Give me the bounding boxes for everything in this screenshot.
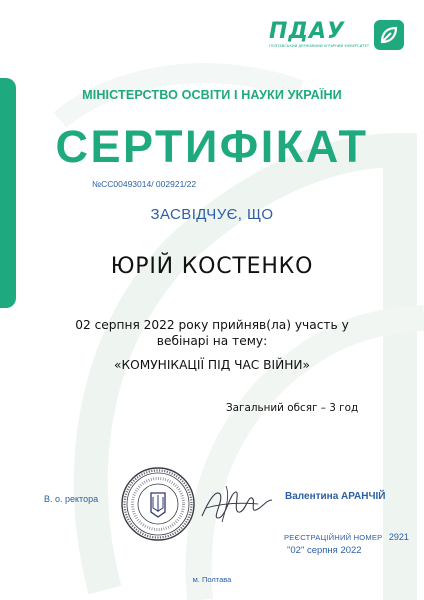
webinar-topic: «КОМУНІКАЦІЇ ПІД ЧАС ВІЙНИ» bbox=[114, 358, 310, 372]
logo-text bbox=[269, 20, 369, 48]
signer-name: Валентина АРАНЧІЙ bbox=[285, 491, 386, 502]
logo-subtitle: ПОЛТАВСЬКИЙ ДЕРЖАВНИЙ АГРАРНИЙ УНІВЕРСИТЕТ bbox=[269, 44, 370, 48]
signer-position: В. о. ректора bbox=[44, 494, 99, 504]
registration-number: 2921 bbox=[388, 532, 409, 542]
leaf-icon bbox=[374, 20, 404, 50]
issue-city: м. Полтава bbox=[192, 575, 232, 584]
handwritten-signature-icon bbox=[196, 478, 276, 528]
university-logo bbox=[269, 20, 404, 60]
certifies-line: ЗАСВІДЧУЄ, ЩО bbox=[150, 206, 274, 223]
certificate-title: СЕРТИФІКАТ bbox=[55, 121, 369, 172]
issue-date: "02" серпня 2022 bbox=[287, 545, 362, 556]
recipient-name: ЮРІЙ КОСТЕНКО bbox=[110, 254, 314, 279]
ministry-heading: МІНІСТЕРСТВО ОСВІТИ І НАУКИ УКРАЇНИ bbox=[82, 88, 342, 102]
certificate-number: №СС00493014/ 002921/22 bbox=[92, 179, 197, 189]
statement-line-1: 02 серпня 2022 року прийняв(ла) участь у bbox=[75, 318, 349, 332]
logo-wordmark: ПДАУ bbox=[269, 19, 345, 44]
registration-label: РЕЄСТРАЦІЙНИЙ НОМЕР bbox=[284, 533, 383, 542]
total-volume: Загальний обсяг – 3 год bbox=[226, 402, 359, 414]
registration-number-row bbox=[284, 527, 409, 545]
participation-statement bbox=[0, 317, 424, 349]
statement-line-2: вебінарі на тему: bbox=[156, 334, 268, 348]
official-seal-icon bbox=[120, 466, 196, 542]
